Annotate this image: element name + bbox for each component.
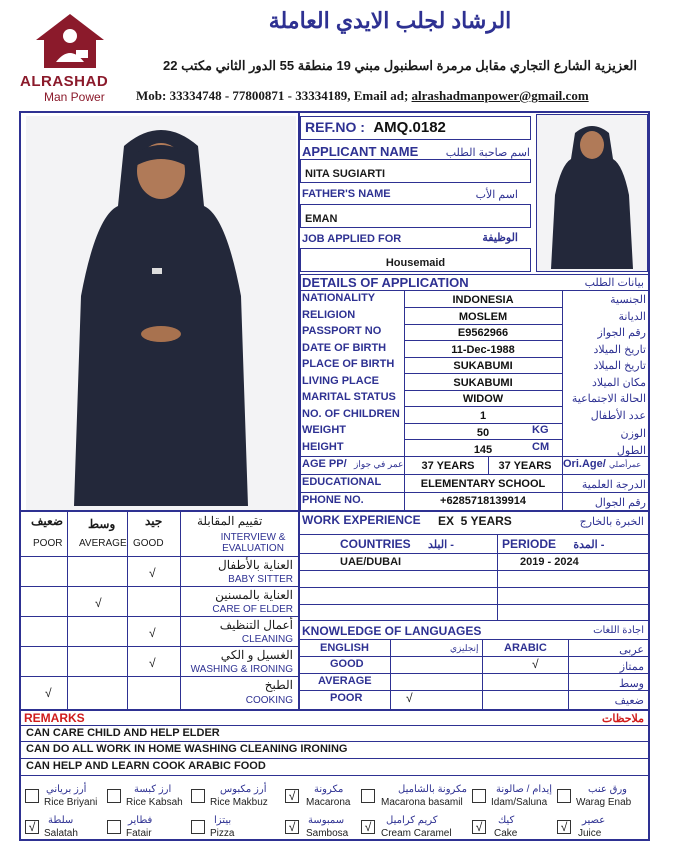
header-address: العزيزية الشارع التجاري مقابل مرمرة اسطنبول مبني 19 منطقة 55 الدور الثاني مكتب 22 <box>163 58 637 73</box>
row-label: DATE OF BIRTH <box>302 341 387 354</box>
food-checkbox[interactable] <box>107 789 121 803</box>
interview-table <box>21 512 298 710</box>
ref-label: REF.NO : <box>305 119 365 135</box>
exp-divider <box>300 587 650 588</box>
skill-ar: الطبخ <box>264 678 293 692</box>
food-checkbox[interactable] <box>191 789 205 803</box>
details-divider <box>404 390 562 391</box>
food-label-en: Macarona basamil <box>381 797 463 808</box>
exp-country: UAE/DUBAI <box>340 556 402 568</box>
details-divider <box>404 357 562 358</box>
lang-divider <box>390 639 391 709</box>
countries-header <box>340 537 454 551</box>
row-value: INDONESIA <box>452 294 514 306</box>
skill-en: CARE OF ELDER <box>212 604 293 615</box>
row-value: 50 <box>476 427 490 439</box>
period-header <box>502 537 604 551</box>
interview-divider <box>21 616 298 617</box>
father-label: FATHER'S NAME <box>302 188 391 200</box>
job-field <box>300 248 531 272</box>
col-poor-en: POOR <box>33 538 63 549</box>
food-label-en: Sambosa <box>306 828 349 839</box>
skill-en: COOKING <box>245 695 293 706</box>
exp-divider <box>300 534 650 535</box>
food-label-en: Macarona <box>306 797 351 808</box>
food-label-ar: إيدام / صالونة <box>496 784 553 795</box>
edu-label-ar: الدرجة العلمية <box>581 479 646 491</box>
rating-check: √ <box>45 686 52 700</box>
lang-level: AVERAGE <box>318 675 372 687</box>
food-label-en: Fatair <box>126 828 152 839</box>
lang-arabic-ar: عربى <box>619 644 644 656</box>
father-name-field <box>300 204 531 228</box>
section-divider <box>19 709 650 711</box>
eval-en: INTERVIEW & EVALUATION <box>220 532 286 554</box>
food-label-en: Rice Kabsah <box>126 797 183 808</box>
food-label-ar: ورق عنب <box>588 784 627 795</box>
skill-ar: أعمال التنظيف <box>219 618 293 632</box>
col-good-en: GOOD <box>133 538 164 549</box>
food-checkbox[interactable] <box>472 789 486 803</box>
languages-label: KNOWLEDGE OF LANGUAGES <box>302 624 482 638</box>
lang-level-ar: ممتاز <box>619 661 644 673</box>
food-label-ar: سلطة <box>48 815 74 826</box>
languages-label-ar: اجادة اللغات <box>593 625 644 636</box>
details-divider <box>300 474 650 475</box>
food-label-ar: كريم كراميل <box>386 815 438 826</box>
job-label: JOB APPLIED FOR <box>302 233 402 245</box>
row-label-ar: عدد الأطفال <box>590 409 646 422</box>
father-label-ar: اسم الأب <box>475 189 518 201</box>
lang-level-ar: وسط <box>619 678 644 690</box>
age-ori: 37 YEARS <box>498 460 552 472</box>
food-label-ar: فطاير <box>128 815 153 826</box>
food-label-ar: كيك <box>498 815 515 826</box>
col-avg-en: AVERAGE <box>79 538 127 549</box>
period-en: PERIODE <box>502 537 557 551</box>
job-value: Housemaid <box>385 257 446 269</box>
interview-divider <box>21 556 298 557</box>
remarks-line: CAN HELP AND LEARN COOK ARABIC FOOD <box>26 760 266 772</box>
food-checkbox[interactable]: √ <box>285 789 299 803</box>
lang-english-mark: √ <box>406 691 413 705</box>
remarks-line: CAN DO ALL WORK IN HOME WASHING CLEANING IRONING <box>26 743 348 755</box>
phone-value: +6285718139914 <box>440 495 526 507</box>
col-avg-ar: وسط <box>88 517 116 531</box>
phone-label: PHONE NO. <box>302 494 364 506</box>
applicant-name: NITA SUGIARTI <box>305 168 386 180</box>
row-label-ar: رقم الجواز <box>597 327 646 339</box>
row-unit: KG <box>532 424 549 436</box>
food-label-ar: بيتزا <box>214 815 232 826</box>
exp-divider <box>497 534 498 620</box>
interview-divider <box>67 512 68 710</box>
col-poor-ar: ضعيف <box>31 514 64 528</box>
row-unit: CM <box>532 440 550 453</box>
rating-check: √ <box>149 656 156 670</box>
skill-en: CLEANING <box>241 634 293 645</box>
edu-label: EDUCATIONAL <box>302 476 382 488</box>
age-ori-label: Ori.Age/ <box>563 458 606 470</box>
food-checkbox[interactable] <box>557 789 571 803</box>
food-label-ar: أرز مكبوس <box>220 784 267 795</box>
person-small-icon <box>537 115 647 271</box>
lang-level: GOOD <box>330 658 364 670</box>
age-label-ar: عمر في جواز <box>354 459 404 469</box>
skill-en: BABY SITTER <box>228 574 293 585</box>
person-full-icon <box>26 116 296 510</box>
food-checkbox[interactable]: √ <box>285 820 299 834</box>
lang-arabic: ARABIC <box>504 642 547 654</box>
exp-divider <box>300 620 650 621</box>
interview-row <box>21 676 298 708</box>
interview-row <box>21 616 298 646</box>
applicant-name-field <box>300 159 531 183</box>
interview-row <box>21 646 298 676</box>
details-header-en: DETAILS OF APPLICATION <box>302 275 469 290</box>
age-ori-ar: عمرأصلي <box>609 460 642 469</box>
food-label-en: Salatah <box>44 828 78 839</box>
row-value: SUKABUMI <box>453 360 513 372</box>
header-contact <box>136 88 666 104</box>
details-divider <box>404 340 562 341</box>
details-divider <box>300 456 650 457</box>
details-row <box>300 357 650 374</box>
skill-ar: العناية بالمسنين <box>215 588 293 602</box>
rating-check: √ <box>95 596 102 610</box>
details-divider <box>404 373 562 374</box>
remarks-divider <box>21 741 650 742</box>
row-value: 145 <box>473 443 493 456</box>
food-checkbox[interactable] <box>25 789 39 803</box>
lang-row <box>300 690 650 708</box>
food-label-ar: أرز برياني <box>46 784 87 795</box>
food-label-en: Idam/Saluna <box>491 797 548 808</box>
food-label-en: Juice <box>578 828 602 839</box>
details-row <box>300 341 650 358</box>
logo-sub: Man Power <box>44 90 105 104</box>
food-checkbox[interactable] <box>361 789 375 803</box>
details-divider <box>562 291 563 510</box>
contact-text: Mob: 33334748 - 77800871 - 33334189, Email ad; <box>136 88 412 103</box>
experience-label: WORK EXPERIENCE <box>302 513 421 527</box>
food-label-en: Pizza <box>210 828 235 839</box>
food-checkbox[interactable]: √ <box>25 820 39 834</box>
row-value: 1 <box>479 409 487 422</box>
exp-divider <box>300 553 650 554</box>
row-label-ar: الطول <box>616 444 646 457</box>
details-divider <box>404 324 562 325</box>
interview-divider <box>180 512 181 710</box>
food-checkbox[interactable] <box>107 820 121 834</box>
row-value: E9562966 <box>457 327 509 339</box>
lang-row <box>300 656 650 673</box>
logo <box>14 10 124 105</box>
lang-level: POOR <box>330 692 363 704</box>
interview-divider <box>21 586 298 587</box>
father-name: EMAN <box>305 213 338 225</box>
exp-divider <box>300 570 650 571</box>
details-row <box>300 390 650 407</box>
interview-row <box>21 586 298 616</box>
row-label: MARITAL STATUS <box>302 391 396 403</box>
lang-english: ENGLISH <box>320 642 369 654</box>
food-label-en: Warag Enab <box>576 797 632 808</box>
rating-check: √ <box>149 626 156 640</box>
interview-row <box>21 556 298 586</box>
food-label-ar: سمبوسة <box>308 815 345 826</box>
details-divider <box>404 307 562 308</box>
col-good-ar: جيد <box>145 514 163 528</box>
details-row <box>300 324 650 341</box>
row-label: PASSPORT NO <box>302 325 382 337</box>
lang-arabic-mark: √ <box>532 657 539 671</box>
row-label: PLACE OF BIRTH <box>302 358 395 370</box>
applicant-label: APPLICANT NAME <box>302 144 419 159</box>
interview-divider <box>21 676 298 677</box>
interview-divider <box>127 512 128 710</box>
food-label-ar: مكرونة <box>314 784 344 795</box>
job-label-ar: الوظيفة <box>482 232 518 244</box>
remarks-label-ar: ملاحظات <box>602 713 644 725</box>
logo-name: ALRASHAD <box>20 73 109 90</box>
lang-divider <box>482 639 483 709</box>
experience-value: EX 5 YEARS <box>438 514 512 528</box>
rating-check: √ <box>149 566 156 580</box>
edu-value: ELEMENTARY SCHOOL <box>420 478 546 490</box>
details-divider <box>488 456 489 474</box>
row-label-ar: الجنسية <box>610 294 646 306</box>
row-value: 11-Dec-1988 <box>451 343 515 356</box>
food-label-en: Rice Briyani <box>44 797 98 808</box>
exp-divider <box>300 604 650 605</box>
row-value: WIDOW <box>462 393 504 405</box>
row-label-ar: مكان الميلاد <box>591 376 646 389</box>
remarks-divider <box>21 775 650 776</box>
details-row <box>300 440 650 457</box>
age-pp: 37 YEARS <box>421 460 475 472</box>
countries-ar: البلد - <box>428 539 454 551</box>
lang-divider <box>568 639 569 709</box>
interview-divider <box>21 646 298 647</box>
ref-box <box>300 116 531 140</box>
row-label-ar: الديانة <box>618 310 646 323</box>
details-row <box>300 291 650 308</box>
row-label: WEIGHT <box>302 424 346 436</box>
row-value: MOSLEM <box>458 310 508 323</box>
details-row <box>300 407 650 424</box>
details-divider <box>404 439 562 440</box>
skill-en: WASHING & IRONING <box>190 664 293 675</box>
remarks-divider <box>21 758 650 759</box>
food-checkbox[interactable]: √ <box>557 820 571 834</box>
lang-english-ar: إنجليزي <box>450 643 479 653</box>
exp-period: 2019 - 2024 <box>520 556 579 568</box>
header-title: الرشاد لجلب الايدي العاملة <box>268 8 512 33</box>
phone-row <box>300 492 650 510</box>
food-label-en: Cream Caramel <box>381 828 452 839</box>
details-divider <box>404 406 562 407</box>
lang-row <box>300 673 650 690</box>
row-label: NO. OF CHILDREN <box>302 407 400 420</box>
remarks-label: REMARKS <box>24 711 85 725</box>
food-label-ar: مكرونة بالشاميل <box>398 784 467 795</box>
lang-divider <box>300 639 650 640</box>
contact-email[interactable]: alrashadmanpower@gmail.com <box>411 88 589 103</box>
skill-ar: الغسيل و الكي <box>220 648 293 662</box>
phone-label-ar: رقم الجوال <box>594 497 646 509</box>
period-ar: المدة - <box>573 539 605 551</box>
age-row <box>300 456 650 474</box>
row-label-ar: الوزن <box>620 428 646 440</box>
food-checkbox[interactable]: √ <box>361 820 375 834</box>
food-label-en: Rice Makbuz <box>210 797 268 808</box>
applicant-label-ar: اسم صاحبة الطلب <box>445 147 530 159</box>
edu-row <box>300 474 650 492</box>
details-header-ar: بيانات الطلب <box>584 277 644 289</box>
row-label-ar: تاريخ الميلاد <box>593 343 646 356</box>
ref-value: AMQ.0182 <box>373 119 446 136</box>
small-photo <box>536 114 648 272</box>
row-label: NATIONALITY <box>302 292 376 304</box>
food-checkbox[interactable]: √ <box>472 820 486 834</box>
experience-label-ar: الخبرة بالخارج <box>579 516 644 528</box>
row-label-ar: الحالة الاجتماعية <box>571 393 646 405</box>
row-label: LIVING PLACE <box>302 374 380 387</box>
logo-house-icon <box>30 10 110 72</box>
lang-level-ar: ضعيف <box>614 695 644 707</box>
details-row <box>300 308 650 325</box>
food-checkbox[interactable] <box>191 820 205 834</box>
remarks-divider <box>21 725 650 726</box>
age-label: AGE PP/ <box>302 458 347 470</box>
food-label-ar: عصير <box>582 815 606 826</box>
countries-en: COUNTRIES <box>340 537 411 551</box>
row-label: RELIGION <box>302 308 356 321</box>
details-row <box>300 423 650 440</box>
details-divider <box>404 423 562 424</box>
row-label-ar: تاريخ الميلاد <box>593 360 646 372</box>
skill-ar: العناية بالأطفال <box>218 558 293 572</box>
details-divider <box>300 492 650 493</box>
details-row <box>300 374 650 391</box>
remarks-line: CAN CARE CHILD AND HELP ELDER <box>26 727 220 739</box>
eval-ar: تقييم المقابلة <box>197 514 263 528</box>
row-value: SUKABUMI <box>453 376 513 389</box>
row-label: HEIGHT <box>302 440 344 453</box>
food-label-ar: ارز كبسة <box>134 784 172 795</box>
food-label-en: Cake <box>494 828 518 839</box>
main-photo <box>26 116 296 510</box>
